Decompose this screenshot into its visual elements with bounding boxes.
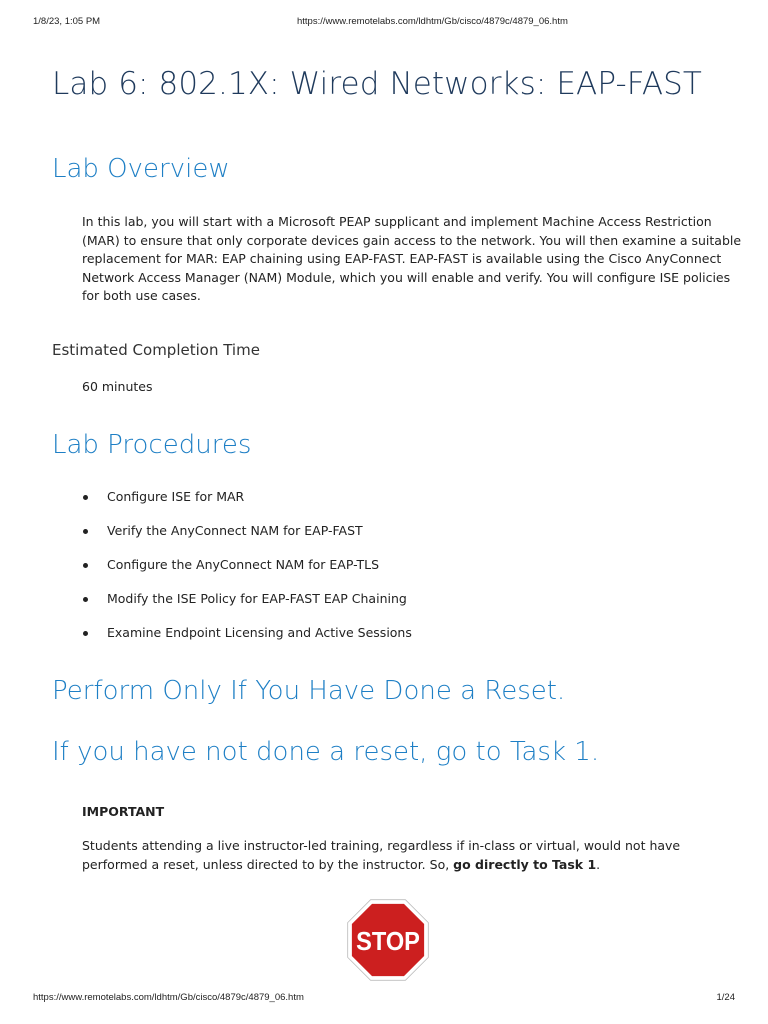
completion-time-heading: Estimated Completion Time <box>52 341 260 359</box>
list-item: Configure the AnyConnect NAM for EAP-TLS <box>80 554 412 588</box>
list-item: Verify the AnyConnect NAM for EAP-FAST <box>80 520 412 554</box>
reset-text-bold: go directly to Task 1 <box>453 856 597 872</box>
reset-instructions <box>82 837 722 874</box>
list-item: Examine Endpoint Licensing and Active Sessions <box>80 622 412 656</box>
procedures-list <box>80 486 412 656</box>
lab-overview-text: In this lab, you will start with a Microsoft PEAP supplicant and implement Machine Access Restriction (MAR) to ensure that only corporate devices gain access to the network. You will then examine a suitable replacement for MAR: EAP chaining using EAP-FAST. EAP-FAST is available using the Cisco AnyConnect Network Access Manager (NAM) Module, which you will enable and verify. You will configure ISE policies for both use cases. <box>82 214 742 304</box>
page-number: 1/24 <box>716 992 735 1003</box>
important-label: IMPORTANT <box>82 804 165 819</box>
completion-time-value: 60 minutes <box>82 379 153 394</box>
lab-overview-heading: Lab Overview <box>52 154 230 184</box>
stop-sign-icon <box>346 896 430 984</box>
lab-procedures-heading: Lab Procedures <box>52 430 252 460</box>
reset-subheading: If you have not done a reset, go to Task 1. <box>52 737 600 767</box>
page-title: Lab 6: 802.1X: Wired Networks: EAP-FAST <box>52 66 702 102</box>
reset-heading: Perform Only If You Have Done a Reset. <box>52 676 566 706</box>
reset-text-before: Students attending a live instructor-led training, regardless if in-class or virtual, would not have performed a reset, unless directed to by the instructor. So, <box>82 838 681 872</box>
reset-text-after: . <box>596 856 601 872</box>
print-header-url: https://www.remotelabs.com/ldhtm/Gb/cisco/4879c/4879_06.htm <box>297 16 568 27</box>
list-item: Configure ISE for MAR <box>80 486 412 520</box>
stop-sign-text: STOP <box>356 926 420 957</box>
list-item: Modify the ISE Policy for EAP-FAST EAP Chaining <box>80 588 412 622</box>
print-footer-url: https://www.remotelabs.com/ldhtm/Gb/cisco/4879c/4879_06.htm <box>33 992 304 1003</box>
print-datetime: 1/8/23, 1:05 PM <box>33 16 101 27</box>
